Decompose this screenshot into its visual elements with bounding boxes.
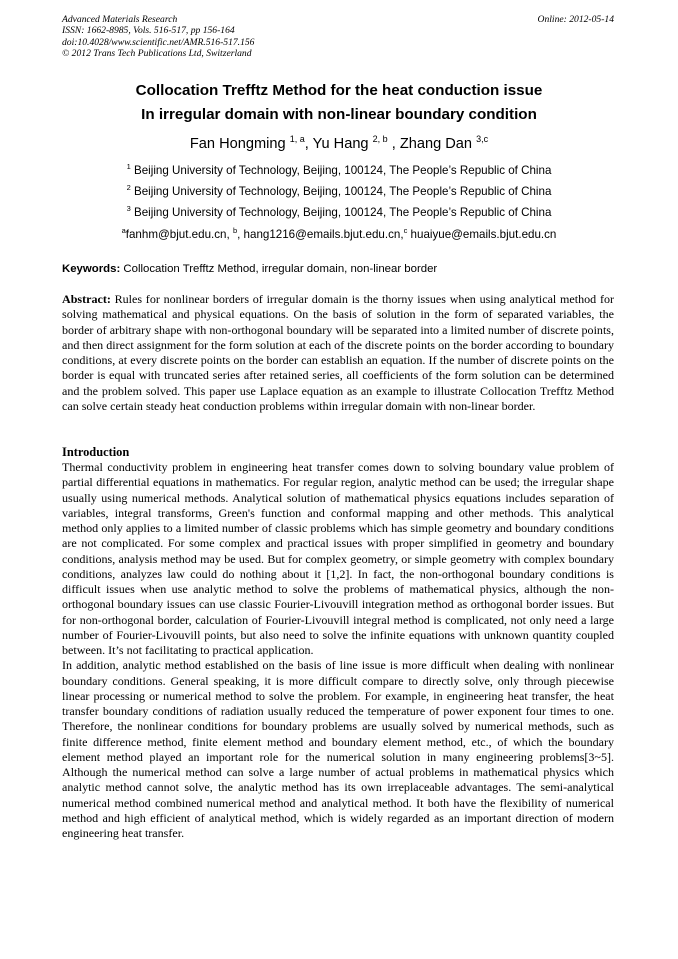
affiliation-2 [40,185,638,199]
introduction-heading: Introduction [62,445,130,459]
author-sup: 2, b [372,134,388,144]
affiliation-number: 1 [126,162,131,171]
email-mark: b [232,226,238,235]
affiliation-number: 3 [126,204,131,213]
author-separator: , [387,136,400,152]
journal-header [62,14,482,60]
journal-name: Advanced Materials Research [62,14,178,25]
abstract-label: Abstract: [62,292,111,306]
copyright-line: © 2012 Trans Tech Publications Ltd, Switzerland [62,48,252,60]
email-list [40,228,638,242]
abstract-text: Rules for nonlinear borders of irregular domain is the thorny issues when using analytical method for solving mathematical and physical equations. On the basis of solution in the form of separated variables, the border of arbitrary shape with non-orthogonal boundary will be separated into a limited number of discrete points, and then direct assignment for the form solution at each of the discrete points on the border according to boundary conditions, at every discrete points on the border can establish an equation. If the number of discrete points on the border is equal with truncated series after retained series, all coefficients of the form solution can be determined and the problem solved. This paper use Laplace equation as an example to illustrate Collocation Trefftz Method can solve certain steady heat conduction problems within irregular domain with non-linear border. [62,292,614,413]
author-name: Zhang Dan [399,136,473,152]
author-sup: 3,c [476,134,489,144]
paper-title-line-1: Collocation Trefftz Method for the heat conduction issue [135,82,543,99]
email-link[interactable]: fanhm@bjut.edu.cn, [125,228,233,241]
email-link[interactable]: , hang1216@emails.bjut.edu.cn, [237,228,404,241]
online-date: Online: 2012-05-14 [537,14,614,25]
affiliation-text: Beijing University of Technology, Beijing, 100124, The People’s Republic of China [133,164,552,177]
affiliation-text: Beijing University of Technology, Beijing, 100124, The People’s Republic of China [133,185,552,198]
introduction-paragraph: Thermal conductivity problem in engineering heat transfer comes down to solving boundary value problem of partial differential equations in mathematics. For regular region, analytic method can be used; the irregular shape usually using numerical methods. Analytical solution of mathematical physics equations includes separation of variables, integral transforms, Green's function and conformal mapping and other methods. This analytical method only applies to a limited number of classic problems which has simple geometry and boundary conditions are not complicated. For some complex and practical issues with proper simplified in geometry and boundary conditions, analysis method may be used. But for complex geometry, or simple geometry with complex boundary conditions, analyzes law could do nothing about it [1,2]. In fact, the non-orthogonal boundary conditions is difficult issues when use analytic method to solve the problems of mathematical physics, although the non-orthogonal boundary issues can use classic Fourier-Livouvill integration method as orthogonal border issues. But for non-orthogonal border, calculation of Fourier-Livouvill integral method is complicated, not only need a large number of Fourier-Livouvill points, but also need to solve the infinite equations with unknown quantity coupled between. It’s not facilitating to practical application. [62,460,614,657]
author-name: Fan Hongming [189,136,286,152]
email-mark: a [121,226,126,235]
paper-title-line-2: In irregular domain with non-linear boundary condition [141,106,537,123]
keywords-label: Keywords: [62,263,121,275]
abstract-section [62,292,614,414]
author-name: Yu Hang [312,136,369,152]
keywords-text: Collocation Trefftz Method, irregular domain, non-linear border [120,263,438,275]
author-separator: , [304,136,313,152]
email-mark: c [403,226,408,235]
keywords-line [62,262,622,276]
abstract-paragraph [62,292,614,414]
email-link[interactable]: huaiyue@emails.bjut.edu.cn [407,228,557,241]
author-list [40,133,638,155]
affiliation-text: Beijing University of Technology, Beijing, 100124, The People’s Republic of China [133,206,552,219]
affiliation-3 [40,206,638,220]
affiliation-number: 2 [126,183,131,192]
author-sup: 1, a [289,134,305,144]
introduction-section [62,460,614,841]
doi-line: doi:10.4028/www.scientific.net/AMR.516-517.156 [62,36,255,48]
affiliation-1 [40,164,638,178]
introduction-paragraph: In addition, analytic method established on the basis of line issue is more difficult when dealing with nonlinear boundary conditions. General speaking, it is more difficult compare to directly solve, only through piecewise linear processing or numerical method to solve the problem. For example, in engineering heat transfer, the heat transfer boundary conditions of radiation usually reduced the temperature of power exponent four times to one. Therefore, the nonlinear conditions for boundary problems are usually solved by numerical methods, such as finite difference method, finite element method and boundary element method, etc., of which the boundary element method played an important role for the numerical solution in many engineering problems[3~5]. Although the numerical method can solve a large number of actual problems in mathematical physics which analytic method cannot solve, the analytic method has its own irreplaceable advantages. The semi-analytical numerical method combined numerical method and analytical method. It both have the flexibility of numerical method and high efficient of analytical method, which is widely regarded as an important direction of modern engineering heat transfer. [62,658,614,840]
issn-line: ISSN: 1662-8985, Vols. 516-517, pp 156-164 [62,25,235,37]
